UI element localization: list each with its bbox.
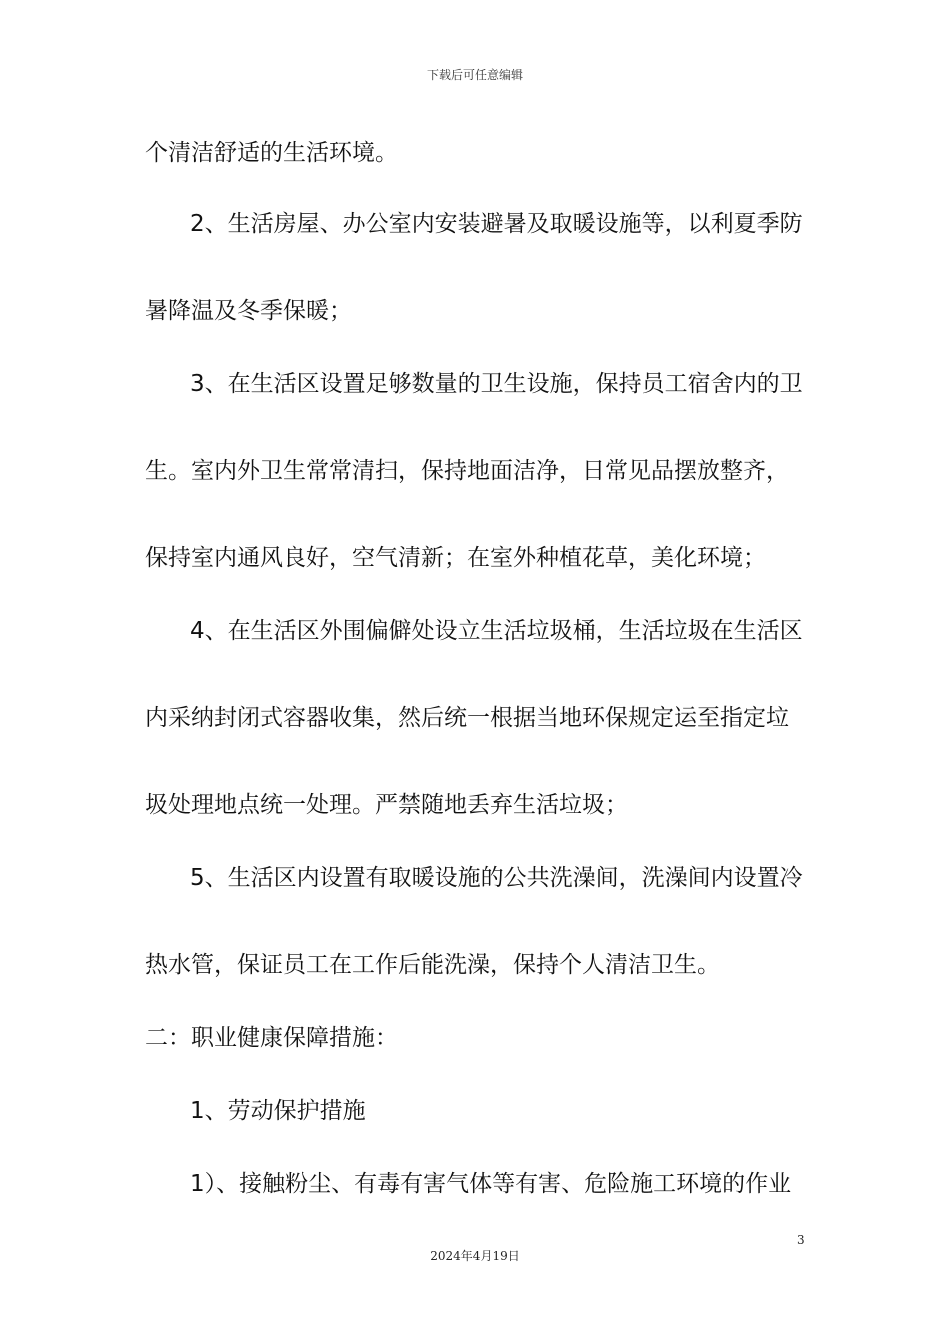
body-line-1: 个清洁舒适的生活环境。 (145, 140, 398, 166)
body-line-6: 保持室内通风良好，空气清新；在室外种植花草，美化环境； (145, 545, 766, 571)
body-line-3: 暑降温及冬季保暖； (145, 298, 352, 324)
body-line-8: 内采纳封闭式容器收集，然后统一根据当地环保规定运至指定垃 (145, 705, 789, 731)
body-line-5: 生。室内外卫生常常清扫，保持地面洁净，日常见品摆放整齐， (145, 458, 789, 484)
body-line-11: 热水管，保证员工在工作后能洗澡，保持个人清洁卫生。 (145, 952, 720, 978)
section-heading: 二：职业健康保障措施： (145, 1025, 398, 1051)
footer-date: 2024年4月19日 (430, 1249, 520, 1263)
page-header: 下载后可任意编辑 (426, 68, 523, 82)
body-line-14: 1）、接触粉尘、有毒有害气体等有害、危险施工环境的作业 (190, 1171, 792, 1197)
subsection-heading: 1、劳动保护措施 (190, 1098, 366, 1124)
body-line-4: 3、在生活区设置足够数量的卫生设施，保持员工宿舍内的卫 (190, 371, 803, 397)
body-line-7: 4、在生活区外围偏僻处设立生活垃圾桶，生活垃圾在生活区 (190, 618, 803, 644)
body-line-10: 5、生活区内设置有取暖设施的公共洗澡间，洗澡间内设置冷 (190, 865, 803, 891)
page-number: 3 (797, 1233, 805, 1247)
body-line-2: 2、生活房屋、办公室内安装避暑及取暖设施等，以利夏季防 (190, 211, 803, 237)
body-line-9: 圾处理地点统一处理。严禁随地丢弃生活垃圾； (145, 792, 628, 818)
